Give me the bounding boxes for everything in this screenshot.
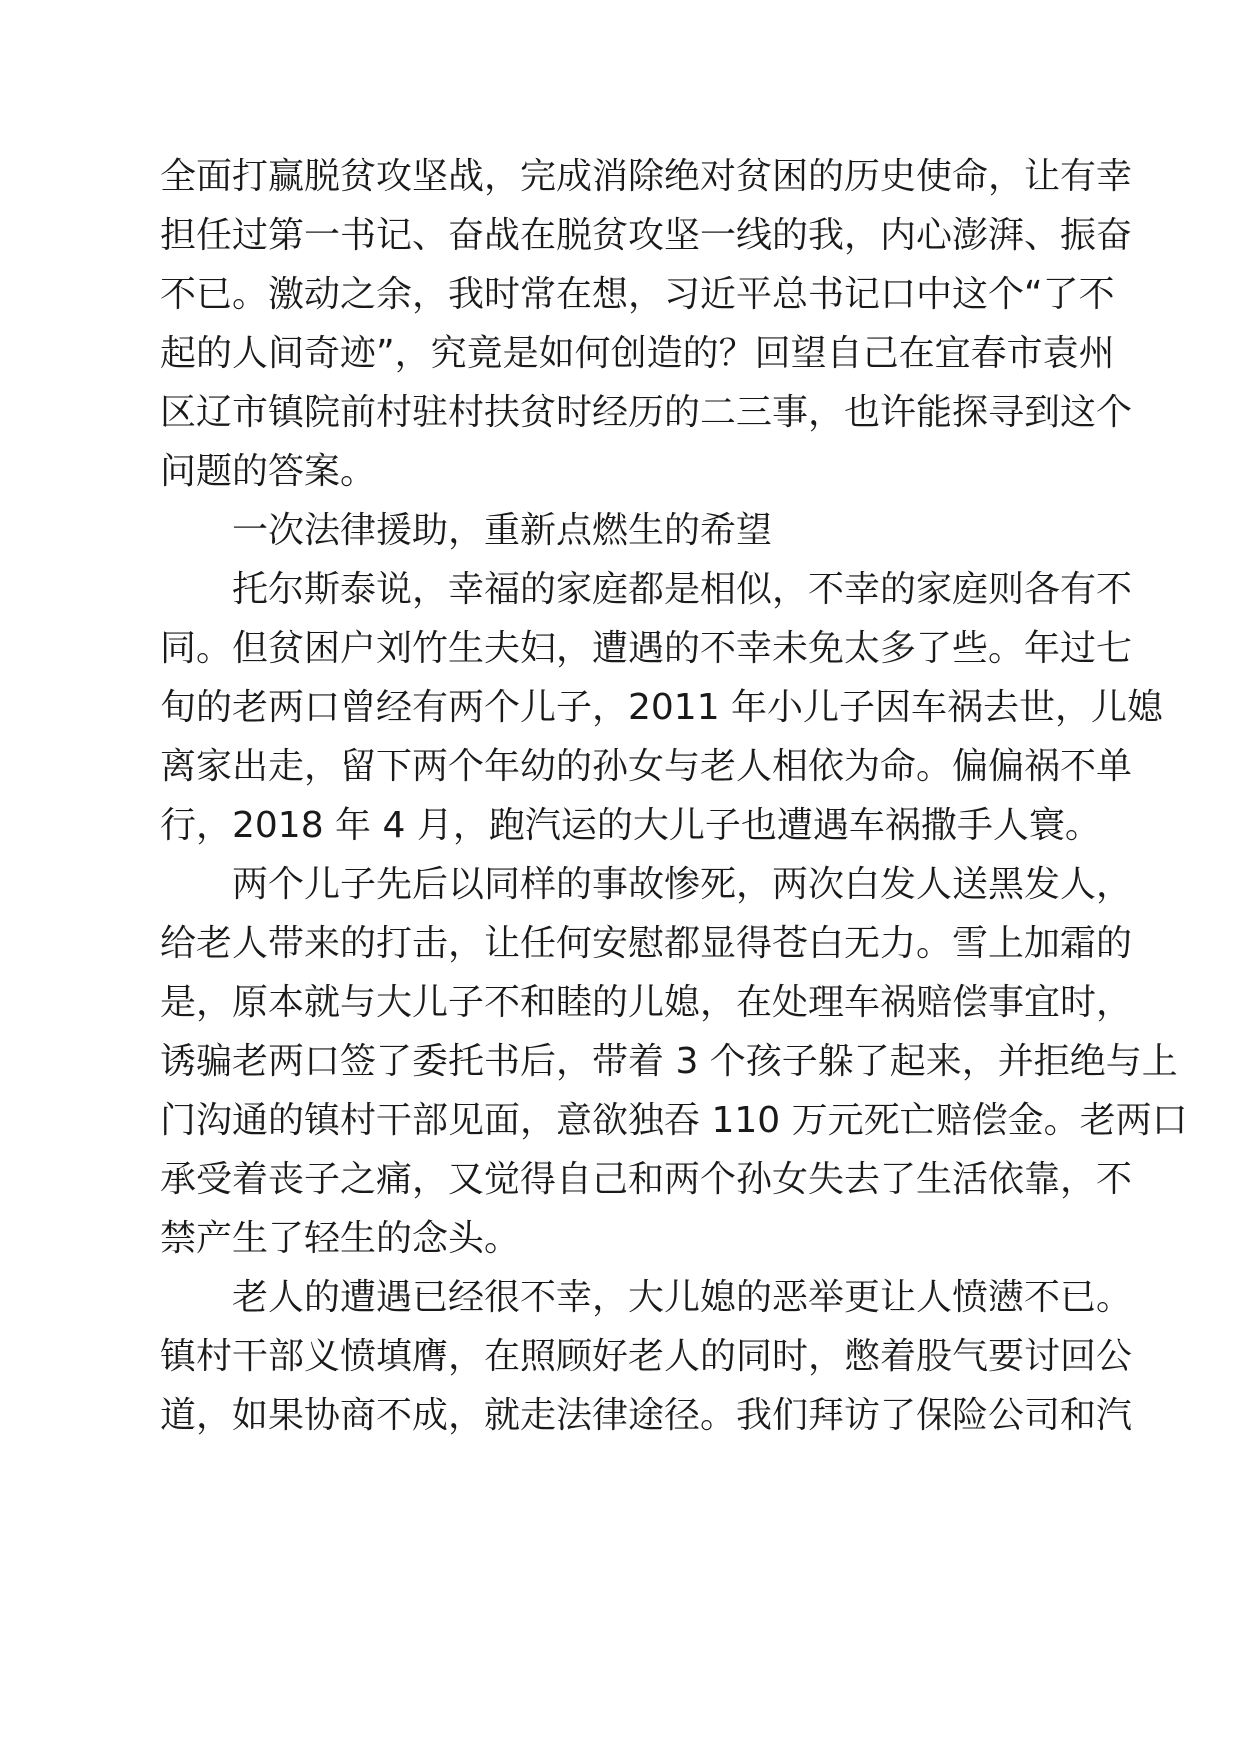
- paragraph-line: 承受着丧子之痛，又觉得自己和两个孙女失去了生活依靠，不: [160, 1159, 1133, 1200]
- paragraph-line: 是，原本就与大儿子不和睦的儿媳，在处理车祸赔偿事宜时，: [160, 982, 1133, 1023]
- paragraph-line: 诱骗老两口签了委托书后，带着 3 个孩子躲了起来，并拒绝与上: [160, 1041, 1178, 1082]
- paragraph-line: 禁产生了轻生的念头。: [160, 1218, 521, 1259]
- paragraph-line: 行，2018 年 4 月，跑汽运的大儿子也遭遇车祸撒手人寰。: [160, 805, 1101, 846]
- paragraph-line: 区辽市镇院前村驻村扶贫时经历的二三事，也许能探寻到这个: [160, 392, 1133, 433]
- paragraph-line: 给老人带来的打击，让任何安慰都显得苍白无力。雪上加霜的: [160, 923, 1133, 964]
- paragraph-line: 全面打赢脱贫攻坚战，完成消除绝对贫困的历史使命，让有幸: [160, 156, 1133, 197]
- paragraph-line: 老人的遭遇已经很不幸，大儿媳的恶举更让人愤懑不已。: [232, 1277, 1133, 1318]
- paragraph-line: 旬的老两口曾经有两个儿子，2011 年小儿子因车祸去世，儿媳: [160, 687, 1164, 728]
- section-heading: 一次法律援助，重新点燃生的希望: [232, 510, 773, 551]
- paragraph-line: 担任过第一书记、奋战在脱贫攻坚一线的我，内心澎湃、振奋: [160, 215, 1133, 256]
- paragraph-line: 同。但贫困户刘竹生夫妇，遭遇的不幸未免太多了些。年过七: [160, 628, 1133, 669]
- paragraph-line: 镇村干部义愤填膺，在照顾好老人的同时，憋着股气要讨回公: [160, 1336, 1133, 1377]
- paragraph-line: 门沟通的镇村干部见面，意欲独吞 110 万元死亡赔偿金。老两口: [160, 1100, 1188, 1141]
- paragraph-line: 起的人间奇迹”，究竟是如何创造的？回望自己在宜春市袁州: [160, 333, 1115, 374]
- paragraph-line: 不已。激动之余，我时常在想，习近平总书记口中这个“了不: [160, 274, 1115, 315]
- paragraph-line: 道，如果协商不成，就走法律途径。我们拜访了保险公司和汽: [160, 1395, 1133, 1436]
- paragraph-line: 离家出走，留下两个年幼的孙女与老人相依为命。偏偏祸不单: [160, 746, 1133, 787]
- paragraph-line: 托尔斯泰说，幸福的家庭都是相似，不幸的家庭则各有不: [232, 569, 1133, 610]
- paragraph-line: 问题的答案。: [160, 451, 377, 492]
- paragraph-line: 两个儿子先后以同样的事故惨死，两次白发人送黑发人，: [232, 864, 1133, 905]
